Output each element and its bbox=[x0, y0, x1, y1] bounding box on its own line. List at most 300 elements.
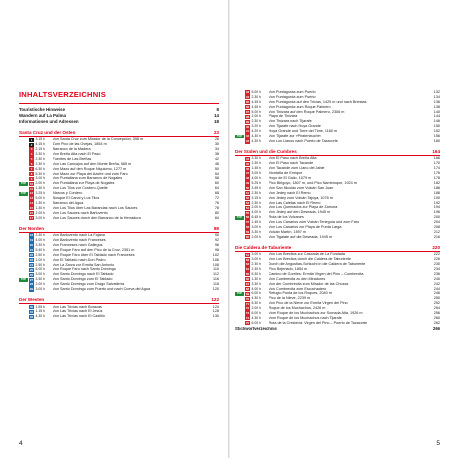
tour-title: Von El Tablado nach Don Pedro bbox=[52, 257, 106, 262]
tour-page: 110 bbox=[213, 267, 219, 272]
tour-page: 76 bbox=[214, 200, 219, 205]
tour-title: Barranco del Agua bbox=[52, 200, 84, 205]
tour-number-badge: 13 bbox=[29, 196, 34, 201]
tour-title: Von Los Tilos über Las Barandas nach Los Sauces bbox=[52, 205, 138, 210]
tour-title: Von Los Quemados zur Playa de Zamora bbox=[268, 205, 338, 210]
tour-number-badge: 61 bbox=[245, 252, 250, 257]
tour-duration: 1.30 h bbox=[251, 276, 261, 281]
tour-page: 262 bbox=[433, 320, 440, 325]
entry-title: Wandern auf La Palma bbox=[19, 112, 66, 118]
tour-duration: 2.30 h bbox=[251, 190, 261, 195]
top-badge bbox=[19, 248, 28, 252]
tour-title: Von Las Caletas nach El Remo bbox=[268, 200, 321, 205]
top-badge bbox=[19, 273, 28, 277]
tour-number-badge: 60 bbox=[245, 235, 250, 240]
top-badge bbox=[235, 206, 244, 210]
tour-title: Volcán Martín, 1597 m bbox=[268, 229, 307, 234]
tour-number-badge: 15 bbox=[29, 206, 34, 211]
section-title: Santa Cruz und der Osten bbox=[19, 129, 76, 135]
tour-duration: 3.00 h bbox=[35, 286, 45, 291]
top-badge bbox=[235, 235, 244, 239]
tour-duration: 4.15 h bbox=[35, 142, 45, 147]
tour-title: Hoya Grande und Torre del Time, 1160 m bbox=[268, 129, 338, 134]
tour-entry[interactable] bbox=[235, 321, 440, 326]
tour-title: Von Santo Domingo zum El Tablado bbox=[52, 277, 113, 282]
section-page: 164 bbox=[432, 148, 440, 154]
tour-title: Von Las Tricias nach El Castillo bbox=[52, 314, 105, 319]
tour-duration: 3.00 h bbox=[35, 272, 45, 277]
top-badge bbox=[235, 297, 244, 301]
page-number-left: 4 bbox=[19, 440, 23, 447]
top-badge bbox=[19, 216, 28, 220]
tour-number-badge: 71 bbox=[245, 301, 250, 306]
tour-number-badge: 32 bbox=[29, 314, 34, 319]
tour-duration: 1.30 h bbox=[35, 205, 45, 210]
top-badge bbox=[235, 100, 244, 104]
tour-title: Von Las Cancajos auf den Monte Breña, 565 m bbox=[52, 161, 132, 166]
tour-duration: 3.45 h bbox=[251, 185, 261, 190]
section-rule bbox=[235, 155, 440, 156]
top-badge bbox=[19, 305, 28, 309]
tour-page: 98 bbox=[214, 247, 219, 252]
top-badge bbox=[235, 139, 244, 143]
tour-page: 34 bbox=[214, 147, 219, 152]
top-badge bbox=[235, 162, 244, 166]
tour-duration: 3.25 h bbox=[35, 191, 45, 196]
tour-number-badge: 18 bbox=[29, 233, 34, 238]
tour-number-badge: 19 bbox=[29, 238, 34, 243]
tour-duration: 2.30 h bbox=[251, 119, 261, 124]
tour-duration: 6.30 h bbox=[35, 166, 45, 171]
tour-duration: 3.00 h bbox=[251, 257, 261, 262]
tour-number-badge: 36 bbox=[245, 104, 250, 109]
section-page: 88 bbox=[213, 225, 219, 231]
tour-number-badge: 40 bbox=[245, 124, 250, 129]
tour-page: 240 bbox=[433, 276, 440, 281]
top-badge bbox=[235, 226, 244, 230]
top-badge bbox=[19, 157, 28, 161]
tour-title: Von Las Tricias nach El Jesús bbox=[52, 309, 103, 314]
page-number-right: 5 bbox=[436, 440, 440, 447]
title-rule bbox=[19, 103, 219, 104]
tour-number-badge: 73 bbox=[245, 311, 250, 316]
tour-duration: 2.30 h bbox=[251, 262, 261, 267]
tour-title: Von Roque Faro auf den Pico de la Cruz, 2351 m bbox=[52, 247, 135, 252]
tour-duration: 3.00 h bbox=[251, 252, 261, 257]
tour-number-badge: 68 bbox=[245, 286, 250, 291]
tour-title: Hoyo de El Galio, 1079 m bbox=[268, 176, 312, 181]
tour-duration: 2.50 h bbox=[35, 262, 45, 267]
tour-page: 254 bbox=[433, 306, 440, 311]
tour-number-badge: 27 bbox=[29, 277, 34, 282]
tour-duration: 3.30 h bbox=[35, 152, 45, 157]
tour-title: Von El Paso nach Tacande bbox=[268, 161, 314, 166]
tour-number-badge: 31 bbox=[29, 309, 34, 314]
tour-page: 124 bbox=[212, 304, 219, 309]
tour-title: Von Los Canarios zur Playa de Punta Larga bbox=[268, 224, 342, 229]
top-badge bbox=[235, 91, 244, 95]
tour-title: Durch die Angustias-Schlucht in die Caldera de Taburiente bbox=[268, 262, 366, 267]
section-title: Der Norden bbox=[19, 225, 45, 231]
tour-number-badge: 62 bbox=[245, 257, 250, 262]
section-page: 220 bbox=[432, 244, 440, 250]
tour-duration: 5.30 h bbox=[35, 171, 45, 176]
tour-number-badge: 3 bbox=[30, 147, 33, 152]
tour-number-badge: 39 bbox=[245, 119, 250, 124]
tour-title: Von Roque Faro nach Santo Domingo bbox=[52, 267, 116, 272]
tour-page: 200 bbox=[433, 215, 440, 220]
top-badge bbox=[19, 167, 28, 171]
tour-duration: 3.15 h bbox=[35, 137, 45, 142]
tour-number-badge: 1 bbox=[30, 137, 33, 142]
top-badge: TOP bbox=[236, 215, 243, 219]
tour-title: Von Los Llanos nach Puerto de Tazacorte bbox=[268, 138, 338, 143]
tour-duration: 3.30 h bbox=[251, 156, 261, 161]
tour-number-badge: 49 bbox=[245, 181, 250, 186]
entry-page: 18 bbox=[214, 118, 219, 124]
tour-page: 212 bbox=[433, 229, 440, 234]
tour-title: Von Jedey auf den Deseada, 1945 m bbox=[268, 210, 331, 215]
tour-entry[interactable] bbox=[19, 314, 219, 319]
tour-page: 242 bbox=[433, 281, 440, 286]
top-badge bbox=[19, 211, 28, 215]
tour-number-badge: 45 bbox=[245, 161, 250, 166]
tour-number-badge: 72 bbox=[245, 306, 250, 311]
top-badge bbox=[19, 172, 28, 176]
tour-duration: 2.00 h bbox=[251, 114, 261, 119]
tour-page: 226 bbox=[433, 257, 440, 262]
tour-number-badge: 65 bbox=[245, 272, 250, 277]
tour-page: 80 bbox=[214, 210, 219, 215]
top-badge bbox=[19, 201, 28, 205]
tour-title: Marcos y Cordero bbox=[52, 191, 83, 196]
top-badge bbox=[235, 95, 244, 99]
tour-page: 60 bbox=[214, 181, 219, 186]
top-badge bbox=[235, 191, 244, 195]
tour-number-badge: 70 bbox=[245, 296, 250, 301]
tour-page: 244 bbox=[433, 286, 440, 291]
top-badge bbox=[235, 125, 244, 129]
top-badge: TOP bbox=[236, 291, 243, 295]
tour-page: 250 bbox=[433, 296, 440, 301]
tour-duration: 4.20 h bbox=[251, 129, 261, 134]
tour-page: 132 bbox=[433, 90, 440, 94]
tour-title: Von Pico de la Nieve zur Ermita Virgen del Pino bbox=[268, 301, 348, 306]
top-badge bbox=[235, 115, 244, 119]
top-badge bbox=[19, 206, 28, 210]
tour-title: Von San Nicolás zum Volcán San Juan bbox=[268, 185, 334, 190]
top-badge bbox=[235, 130, 244, 134]
tour-number-badge: 58 bbox=[245, 225, 250, 230]
tour-number-badge: 30 bbox=[29, 304, 34, 309]
tour-entry[interactable] bbox=[19, 216, 219, 221]
tour-number-badge: 38 bbox=[245, 114, 250, 119]
tour-title: Ruta de los Volcanes bbox=[268, 215, 304, 220]
tour-number-badge: 21 bbox=[29, 248, 34, 253]
tour-duration: 1.45 h bbox=[251, 166, 261, 171]
tour-page: 204 bbox=[433, 220, 440, 225]
tour-number-badge: 17 bbox=[29, 215, 34, 220]
tour-title: Von Las Tricias nach Buracas bbox=[52, 304, 102, 309]
top-badge bbox=[235, 196, 244, 200]
section-title: Der Süden und die Cumbres bbox=[235, 148, 297, 154]
section-rule bbox=[19, 136, 219, 137]
tour-number-badge: 2 bbox=[30, 142, 33, 147]
tour-title: Pico de la Nieve, 2239 m bbox=[268, 296, 311, 301]
tour-duration: 1.00 h bbox=[35, 257, 45, 262]
tour-title: Vom Roque de los Muchachos zur Somada Alta, 1926 m bbox=[268, 311, 363, 315]
tour-number-badge: 34 bbox=[245, 95, 250, 100]
tour-duration: 2.30 h bbox=[251, 161, 261, 166]
tour-page: 84 bbox=[214, 215, 219, 220]
tour-page: 38 bbox=[214, 152, 219, 157]
tour-duration: 5.00 h bbox=[35, 267, 45, 272]
entry-title: Stichwortverzeichnis bbox=[235, 326, 277, 331]
tour-number-badge: 5 bbox=[30, 157, 33, 162]
tour-title: Bosque El Canal y Los Tilos bbox=[52, 196, 100, 201]
tour-entry[interactable] bbox=[19, 287, 219, 292]
tour-number-badge: 66 bbox=[245, 277, 250, 282]
tour-number-badge: 9 bbox=[30, 176, 33, 181]
tour-number-badge: 52 bbox=[245, 195, 250, 200]
tour-page: 252 bbox=[433, 301, 440, 306]
left-sections bbox=[19, 130, 219, 320]
tour-page: 136 bbox=[433, 99, 440, 104]
tour-number-badge: 7 bbox=[30, 167, 33, 171]
tour-page: 130 bbox=[212, 314, 219, 319]
top-badge bbox=[19, 288, 28, 292]
tour-duration: 3.30 h bbox=[251, 281, 261, 286]
tour-number-badge: 10 bbox=[29, 181, 34, 186]
tour-duration: 4.00 h bbox=[251, 286, 261, 291]
tour-number-badge: 54 bbox=[245, 205, 250, 210]
top-badge bbox=[235, 105, 244, 109]
section-heading[interactable] bbox=[19, 130, 219, 136]
tour-number-badge: 46 bbox=[245, 166, 250, 171]
tour-duration: 2.30 h bbox=[35, 161, 45, 166]
top-badge bbox=[19, 268, 28, 272]
section-rule bbox=[235, 251, 440, 252]
tour-title: Von Breña Alta nach El Paso bbox=[52, 152, 101, 157]
tour-duration: 3.30 h bbox=[35, 277, 45, 282]
tour-duration: 3.00 h bbox=[251, 224, 261, 229]
tour-duration: 5.00 h bbox=[251, 90, 261, 94]
tour-page: 134 bbox=[433, 94, 440, 99]
tour-number-badge: 41 bbox=[245, 129, 250, 134]
top-badge bbox=[235, 277, 244, 281]
tour-title: Von La Zarza zur Ermita San Antonio bbox=[52, 262, 115, 267]
top-badge: TOP bbox=[236, 134, 243, 138]
top-badge bbox=[19, 138, 28, 142]
tour-page: 108 bbox=[212, 262, 219, 267]
tour-entry[interactable] bbox=[235, 235, 440, 240]
top-badge bbox=[235, 258, 244, 262]
tour-number-badge: 37 bbox=[245, 109, 250, 114]
top-badge bbox=[235, 268, 244, 272]
tour-duration: 2.30 h bbox=[251, 94, 261, 99]
tour-duration: 1.45 h bbox=[251, 220, 261, 225]
tour-page: 160 bbox=[433, 138, 440, 143]
tour-page: 216 bbox=[433, 234, 440, 239]
top-badge bbox=[235, 272, 244, 276]
tour-page: 190 bbox=[433, 195, 440, 200]
tour-title: Fuentes de Las Breñas bbox=[52, 156, 92, 161]
top-badge bbox=[235, 211, 244, 215]
tour-title: Camino de Gorriles: Ermita Virgen del Pino – Cumbrecita bbox=[268, 271, 364, 276]
tour-number-badge: 28 bbox=[29, 282, 34, 287]
top-badge bbox=[19, 310, 28, 314]
tour-page: 236 bbox=[433, 271, 440, 276]
tour-title: Pico Birigoyo, 1807 m, und Pico Nambroque, 1924 m bbox=[268, 180, 357, 185]
tour-title: Von Tijarafe nach Hoya Grande bbox=[268, 124, 321, 129]
right-column bbox=[235, 90, 440, 332]
tour-number-badge: 20 bbox=[29, 243, 34, 248]
tour-page: 196 bbox=[433, 210, 440, 215]
tour-title: Von Barlovento nach La Fajana bbox=[52, 233, 105, 238]
tour-duration: 3.00 h bbox=[35, 215, 45, 220]
top-badge bbox=[19, 253, 28, 257]
top-badge bbox=[19, 283, 28, 287]
tour-number-badge: 14 bbox=[29, 201, 34, 206]
top-badge bbox=[235, 263, 244, 267]
section-heading[interactable] bbox=[235, 245, 440, 251]
tour-title: Montaña de Enrique bbox=[268, 171, 303, 176]
tour-duration: 2.30 h bbox=[251, 200, 261, 205]
index-entry[interactable] bbox=[235, 327, 440, 332]
tour-duration: 4.30 h bbox=[251, 138, 261, 143]
tour-duration: 6.00 h bbox=[251, 291, 261, 296]
tour-duration: 2.30 h bbox=[35, 233, 45, 238]
tour-duration: 3.30 h bbox=[35, 242, 45, 247]
tour-page: 72 bbox=[214, 196, 219, 201]
entry-page: 8 bbox=[216, 107, 219, 112]
tour-page: 186 bbox=[433, 185, 440, 190]
tour-number-badge: 33 bbox=[245, 90, 250, 95]
tour-number-badge: 6 bbox=[30, 162, 33, 167]
entry-page: 266 bbox=[433, 325, 440, 331]
tour-number-badge: 67 bbox=[245, 281, 250, 286]
tour-page: 176 bbox=[433, 171, 440, 176]
tour-page: 54 bbox=[214, 171, 219, 176]
tour-entry[interactable] bbox=[235, 139, 440, 144]
toc-entry[interactable] bbox=[19, 119, 219, 125]
top-badge bbox=[235, 307, 244, 311]
entry-title: Informationen und Adressen bbox=[19, 118, 79, 124]
tour-page: 188 bbox=[433, 190, 440, 195]
tour-title: Von Mazo auf den Roque Niquiomo, 1277 m bbox=[52, 166, 127, 171]
tour-page: 96 bbox=[214, 242, 219, 247]
tour-title: Zum Pico de las Ovejas, 1854 m bbox=[52, 142, 107, 147]
tour-number-badge: 59 bbox=[245, 230, 250, 235]
section-rule bbox=[19, 232, 219, 233]
tour-page: 90 bbox=[214, 233, 219, 238]
tour-title: Von Barlovento nach Franceses bbox=[52, 238, 106, 243]
tour-duration: 5.30 h bbox=[251, 271, 261, 276]
tour-duration: 5.00 h bbox=[35, 196, 45, 201]
tour-title: Von Tijarafe zur »Piratenbucht« bbox=[268, 134, 321, 139]
tour-number-badge: 75 bbox=[245, 321, 250, 326]
tour-title: Von Puntallana zum Barranco de Nogales bbox=[52, 176, 123, 181]
tour-number-badge: 47 bbox=[245, 171, 250, 176]
top-badge bbox=[19, 153, 28, 157]
top-badge bbox=[235, 316, 244, 320]
tour-title: Ruta de la Crestería: Virgen del Pino – Puerto de Tazacorte bbox=[268, 320, 368, 325]
top-badge bbox=[19, 177, 28, 181]
tour-number-badge: 50 bbox=[245, 186, 250, 191]
tour-number-badge: 22 bbox=[29, 253, 34, 258]
top-badge: TOP bbox=[20, 277, 27, 281]
section-title: Der Westen bbox=[19, 296, 45, 302]
tour-duration: 2.00 h bbox=[251, 205, 261, 210]
tour-number-badge: 69 bbox=[245, 291, 250, 296]
top-badge bbox=[19, 187, 28, 191]
tour-title: Von Jedey zum Volcán Tajuya, 1078 m bbox=[268, 195, 333, 200]
tour-title: Von Cumbrecita zum Escuchadero bbox=[268, 286, 327, 291]
top-badge bbox=[235, 221, 244, 225]
tour-page: 144 bbox=[433, 114, 440, 119]
tour-page: 222 bbox=[433, 252, 440, 257]
top-badge bbox=[235, 201, 244, 205]
section-rule bbox=[19, 303, 219, 304]
tour-page: 118 bbox=[213, 282, 219, 287]
tour-number-badge: 51 bbox=[245, 191, 250, 196]
tour-page: 178 bbox=[433, 176, 440, 181]
tour-title: Roque de los Muchachos, 2426 m bbox=[268, 306, 326, 311]
tour-page: 128 bbox=[212, 309, 219, 314]
tour-duration: 4.30 h bbox=[251, 134, 261, 139]
tour-page: 182 bbox=[433, 180, 440, 185]
tour-title: Von Puntagorda zum Puerto bbox=[268, 90, 316, 94]
tour-duration: 4.45 h bbox=[251, 99, 261, 104]
tour-title: Von Mazo zur Playa del Azufre und zum Faro bbox=[52, 171, 128, 176]
tour-duration: 3.30 h bbox=[251, 229, 261, 234]
section-heading[interactable] bbox=[235, 149, 440, 155]
tour-duration: 2.00 h bbox=[251, 306, 261, 311]
top-badge bbox=[235, 157, 244, 161]
tour-page: 78 bbox=[214, 205, 219, 210]
tour-title: Von Los Sauces nach Barlovento bbox=[52, 210, 108, 215]
tour-number-badge: 24 bbox=[29, 262, 34, 267]
tour-page: 152 bbox=[433, 129, 440, 134]
tour-title: Von Santo Domingo zum Drago Salvatierra bbox=[52, 282, 125, 287]
tour-page: 174 bbox=[433, 166, 440, 171]
tour-number-badge: 55 bbox=[245, 210, 250, 215]
tour-duration: 2.15 h bbox=[35, 147, 45, 152]
tour-page: 26 bbox=[214, 137, 219, 142]
tour-page: 234 bbox=[433, 266, 440, 271]
tour-page: 150 bbox=[433, 124, 440, 129]
section-heading[interactable] bbox=[19, 297, 219, 303]
tour-duration: 3.00 h bbox=[35, 176, 45, 181]
top-badge bbox=[235, 312, 244, 316]
tour-page: 102 bbox=[212, 252, 219, 257]
section-heading[interactable] bbox=[19, 226, 219, 232]
tour-duration: 3.15 h bbox=[251, 195, 261, 200]
top-badge bbox=[19, 244, 28, 248]
tour-page: 246 bbox=[433, 291, 440, 296]
tour-title: Playa de Tinizara bbox=[268, 114, 298, 119]
top-badge bbox=[235, 230, 244, 234]
tour-duration: 2.00 h bbox=[35, 181, 45, 186]
tour-title: Von Los Sauces durch den Barranco de la Herradura bbox=[52, 215, 141, 220]
tour-page: 138 bbox=[433, 104, 440, 109]
tour-title: Von der Cumbrecita zum Mirador de las Chozas bbox=[268, 281, 349, 286]
tour-title: Barranco de la Madera bbox=[52, 147, 91, 152]
tour-duration: 3.20 h bbox=[251, 124, 261, 129]
tour-title: Von Santa Cruz zum Mirador de la Concepción, 398 m bbox=[52, 137, 144, 142]
tour-duration: 2.00 h bbox=[35, 282, 45, 287]
top-badge: TOP bbox=[20, 191, 27, 195]
